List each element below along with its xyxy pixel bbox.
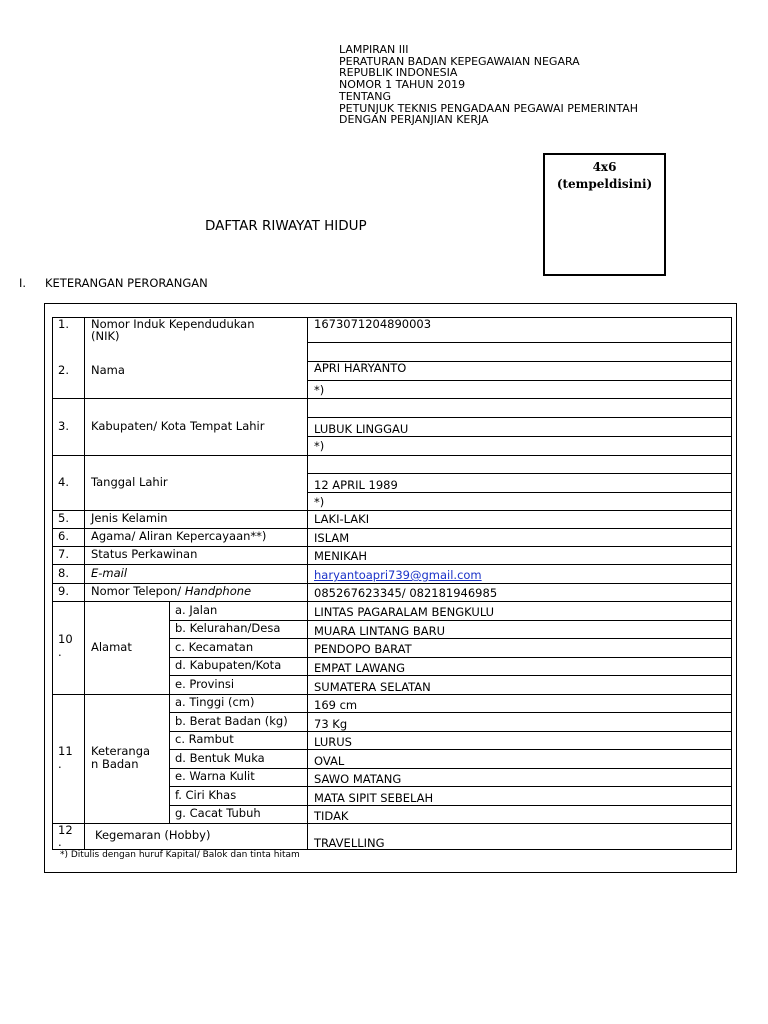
height-value: 169 cm — [314, 698, 358, 712]
hobby-label: Kegemaran (Hobby) — [95, 828, 211, 842]
birthdate-note: *) — [314, 495, 325, 509]
birthplace-label: Kabupaten/ Kota Tempat Lahir — [91, 419, 265, 433]
address-label: Alamat — [91, 640, 132, 654]
phone-label-handphone: Handphone — [184, 584, 252, 598]
row-number: 9. — [58, 584, 69, 598]
row-number: 4. — [58, 475, 69, 489]
row-number: 3. — [58, 419, 69, 433]
row-number: 6. — [58, 529, 69, 543]
name-label: Nama — [91, 363, 125, 377]
address-regency-value: EMPAT LAWANG — [314, 661, 406, 675]
row-number: 1. — [58, 317, 69, 331]
height-label: a. Tinggi (cm) — [175, 695, 255, 709]
row-number: 11 — [58, 744, 73, 758]
gender-value: LAKI-LAKI — [314, 512, 370, 526]
birthdate-label: Tanggal Lahir — [91, 475, 168, 489]
feature-value: MATA SIPIT SEBELAH — [314, 791, 434, 805]
phone-label-main: Nomor Telepon/ — [91, 584, 185, 598]
address-village-value: MUARA LINTANG BARU — [314, 624, 445, 638]
regulation-header — [339, 44, 638, 126]
photo-placeholder — [543, 153, 666, 276]
section-number: I. — [19, 276, 27, 290]
address-street-label: a. Jalan — [175, 603, 218, 617]
header-line: DENGAN PERJANJIAN KERJA — [339, 113, 489, 127]
photo-size: 4x6 — [592, 160, 617, 174]
disability-label: g. Cacat Tubuh — [175, 806, 261, 820]
birthplace-value: LUBUK LINGGAU — [314, 422, 409, 436]
row-number: 5. — [58, 511, 69, 525]
address-village-label: b. Kelurahan/Desa — [175, 621, 281, 635]
phone-label — [91, 585, 251, 598]
name-value: APRI HARYANTO — [314, 361, 407, 375]
row-number: 10 — [58, 632, 73, 646]
row-number-dot: . — [58, 645, 62, 659]
hair-value: LURUS — [314, 735, 352, 749]
religion-label: Agama/ Aliran Kepercayaan**) — [91, 529, 267, 543]
footnote: *) Ditulis dengan huruf Kapital/ Balok dan tinta hitam — [60, 850, 300, 860]
body-label-sub: n Badan — [91, 757, 139, 771]
gender-label: Jenis Kelamin — [91, 511, 168, 525]
face-value: OVAL — [314, 754, 345, 768]
name-note: *) — [314, 383, 325, 397]
header-line: REPUBLIK INDONESIA — [339, 66, 458, 80]
marital-value: MENIKAH — [314, 549, 368, 563]
document-title: DAFTAR RIWAYAT HIDUP — [205, 218, 367, 234]
birthplace-note: *) — [314, 439, 325, 453]
address-province-label: e. Provinsi — [175, 677, 235, 691]
nik-value: 1673071204890003 — [314, 317, 432, 331]
marital-label: Status Perkawinan — [91, 547, 198, 561]
row-number-dot: . — [58, 835, 62, 849]
face-label: d. Bentuk Muka — [175, 751, 265, 765]
row-number: 2. — [58, 363, 69, 377]
row-number: 7. — [58, 547, 69, 561]
address-district-label: c. Kecamatan — [175, 640, 254, 654]
address-province-value: SUMATERA SELATAN — [314, 680, 431, 694]
phone-value: 085267623345/ 082181946985 — [314, 586, 498, 600]
address-street-value: LINTAS PAGARALAM BENGKULU — [314, 605, 495, 619]
disability-value: TIDAK — [314, 809, 349, 823]
birthdate-value: 12 APRIL 1989 — [314, 478, 398, 492]
skin-value: SAWO MATANG — [314, 772, 402, 786]
row-number: 12 — [58, 823, 73, 837]
header-line: PERATURAN BADAN KEPEGAWAIAN NEGARA — [339, 54, 580, 68]
address-district-value: PENDOPO BARAT — [314, 642, 412, 656]
hair-label: c. Rambut — [175, 732, 234, 746]
section-title: KETERANGAN PERORANGAN — [45, 276, 208, 290]
nik-label-sub: (NIK) — [91, 329, 120, 343]
email-link[interactable]: haryantoapri739@gmail.com — [314, 568, 482, 582]
header-line: NOMOR 1 TAHUN 2019 — [339, 78, 466, 92]
weight-label: b. Berat Badan (kg) — [175, 714, 288, 728]
header-line: TENTANG — [339, 89, 392, 103]
weight-value: 73 Kg — [314, 717, 348, 731]
skin-label: e. Warna Kulit — [175, 769, 255, 783]
address-regency-label: d. Kabupaten/Kota — [175, 658, 282, 672]
nik-label: Nomor Induk Kependudukan — [91, 317, 255, 331]
body-label: Keteranga — [91, 744, 151, 758]
header-line: PETUNJUK TEKNIS PENGADAAN PEGAWAI PEMERINTAH — [339, 101, 639, 115]
photo-note: (tempeldisini) — [556, 177, 653, 191]
religion-value: ISLAM — [314, 531, 350, 545]
row-number-dot: . — [58, 757, 62, 771]
feature-label: f. Ciri Khas — [175, 788, 237, 802]
email-label: E-mail — [91, 566, 128, 580]
header-line: LAMPIRAN III — [339, 43, 409, 56]
hobby-value: TRAVELLING — [314, 836, 385, 850]
row-number: 8. — [58, 566, 69, 580]
